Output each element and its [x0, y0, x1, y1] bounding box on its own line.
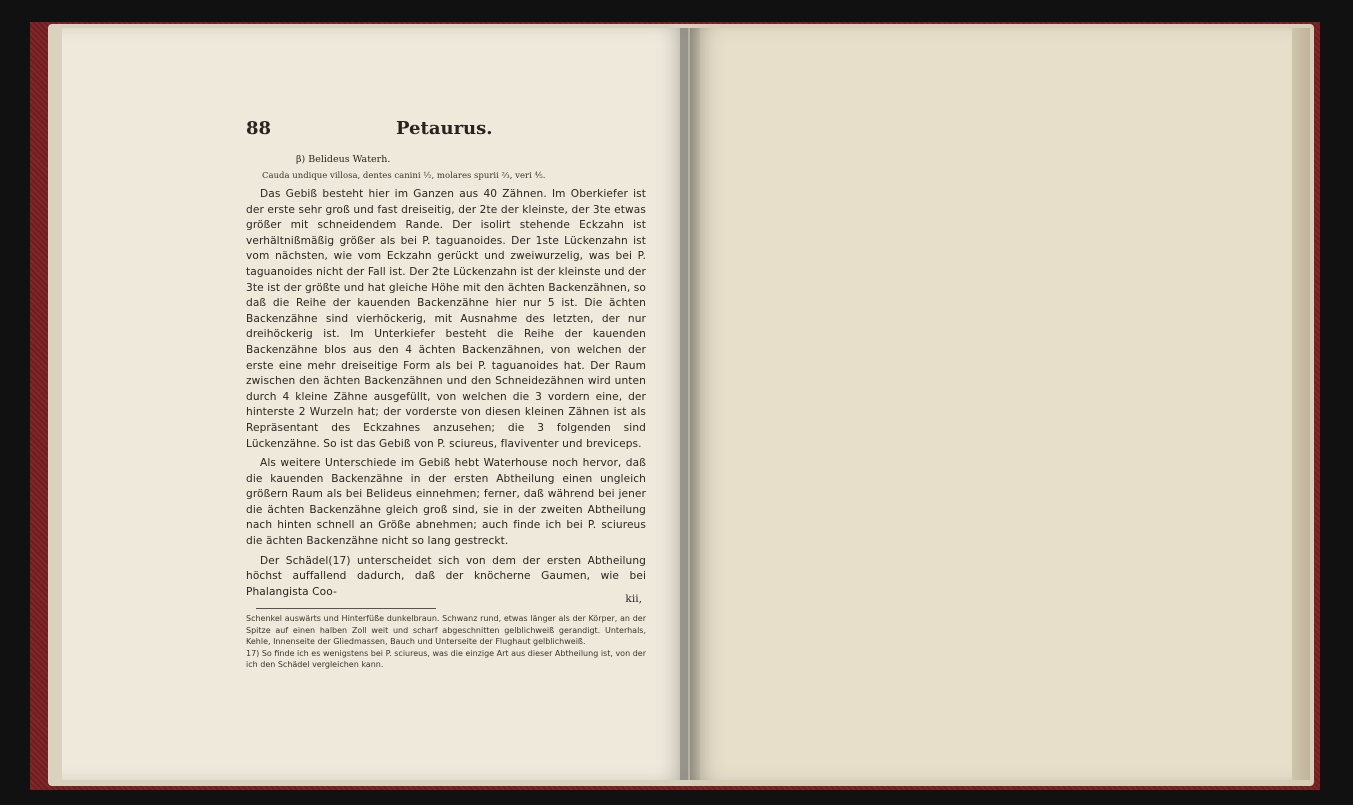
right-page-edges: [1292, 28, 1310, 780]
footnote: 17) So finde ich es wenigstens bei P. sciureus, was die einzige Art aus dieser Abtheilung ist, von der ich den Schädel vergleichen kann.: [246, 648, 646, 670]
section-subhead: β) Belideus Waterh.: [296, 154, 391, 165]
running-title: Petaurus.: [396, 118, 493, 139]
book-gutter: [680, 28, 700, 780]
page-number: 88: [246, 118, 272, 139]
right-page-blank: [690, 28, 1298, 780]
left-page-content: [246, 118, 646, 671]
body-paragraph: Das Gebiß besteht hier im Ganzen aus 40 Zähnen. Im Oberkiefer ist der erste sehr groß und fast dreiseitig, der 2te der kleinste, der 3te etwas größer mit schneidendem Rande. Der isolirt stehende Eckzahn ist verhältnißmäßig größer als bei P. taguanoides. Der 1ste Lückenzahn ist vom nächsten, wie vom Eckzahn gerückt und zweiwurzelig, was bei P. taguanoides nicht der Fall ist. Der 2te Lückenzahn ist der kleinste und der 3te ist der größte und hat gleiche Höhe mit den ächten Backenzähnen, so daß die Reihe der kauenden Backenzähne hier nur 5 ist. Die ächten Backenzähne sind vierhöckerig, mit Ausnahme des letzten, der nur dreihöckerig ist. Im Unterkiefer besteht die Reihe der kauenden Backenzähne blos aus den 4 ächten Backenzähnen, von welchen der erste eine mehr dreiseitige Form als bei P. taguanoides hat. Der Raum zwischen den ächten Backenzähnen und den Schneidezähnen wird unten durch 4 kleine Zähne ausgefüllt, von welchen die 3 vordern eine, der hinterste 2 Wurzeln hat; der vorderste von diesen kleinen Zähnen ist als Repräsentant des Eckzahnes anzusehen; die 3 folgenden sind Lückenzähne. So ist das Gebiß von P. sciureus, flaviventer und breviceps.: [246, 188, 646, 450]
catchword: kii,: [625, 593, 642, 606]
latin-diagnosis: Cauda undique villosa, dentes canini ½, molares spurii ⅔, veri ⅘.: [262, 171, 546, 181]
body-paragraph: Der Schädel(17) unterscheidet sich von dem der ersten Abtheilung höchst auffallend dadurch, daß der knöcherne Gaumen, wie bei Phalangista Coo-: [246, 554, 646, 598]
body-paragraph: Als weitere Unterschiede im Gebiß hebt Waterhouse noch hervor, daß die kauenden Backenzähne in der ersten Abtheilung einen ungleich größern Raum als bei Belideus einnehmen; ferner, daß während bei jener die ächten Backenzähne gleich groß sind, sie in der zweiten Abtheilung nach hinten schnell an Größe abnehmen; auch finde ich bei P. sciureus die ächten Backenzähne nicht so lang gestreckt.: [246, 457, 646, 548]
footnote-rule: [256, 608, 436, 609]
page-header: [246, 118, 646, 144]
footnote: Schenkel auswärts und Hinterfüße dunkelbraun. Schwanz rund, etwas länger als der Körper, an der Spitze auf einen halben Zoll weit und scharf abgeschnitten gelblichweiß gerandigt. Unterhals, Kehle, Innenseite der Gliedmassen, Bauch und Unterseite der Flughaut gelblichweiß.: [246, 614, 646, 647]
